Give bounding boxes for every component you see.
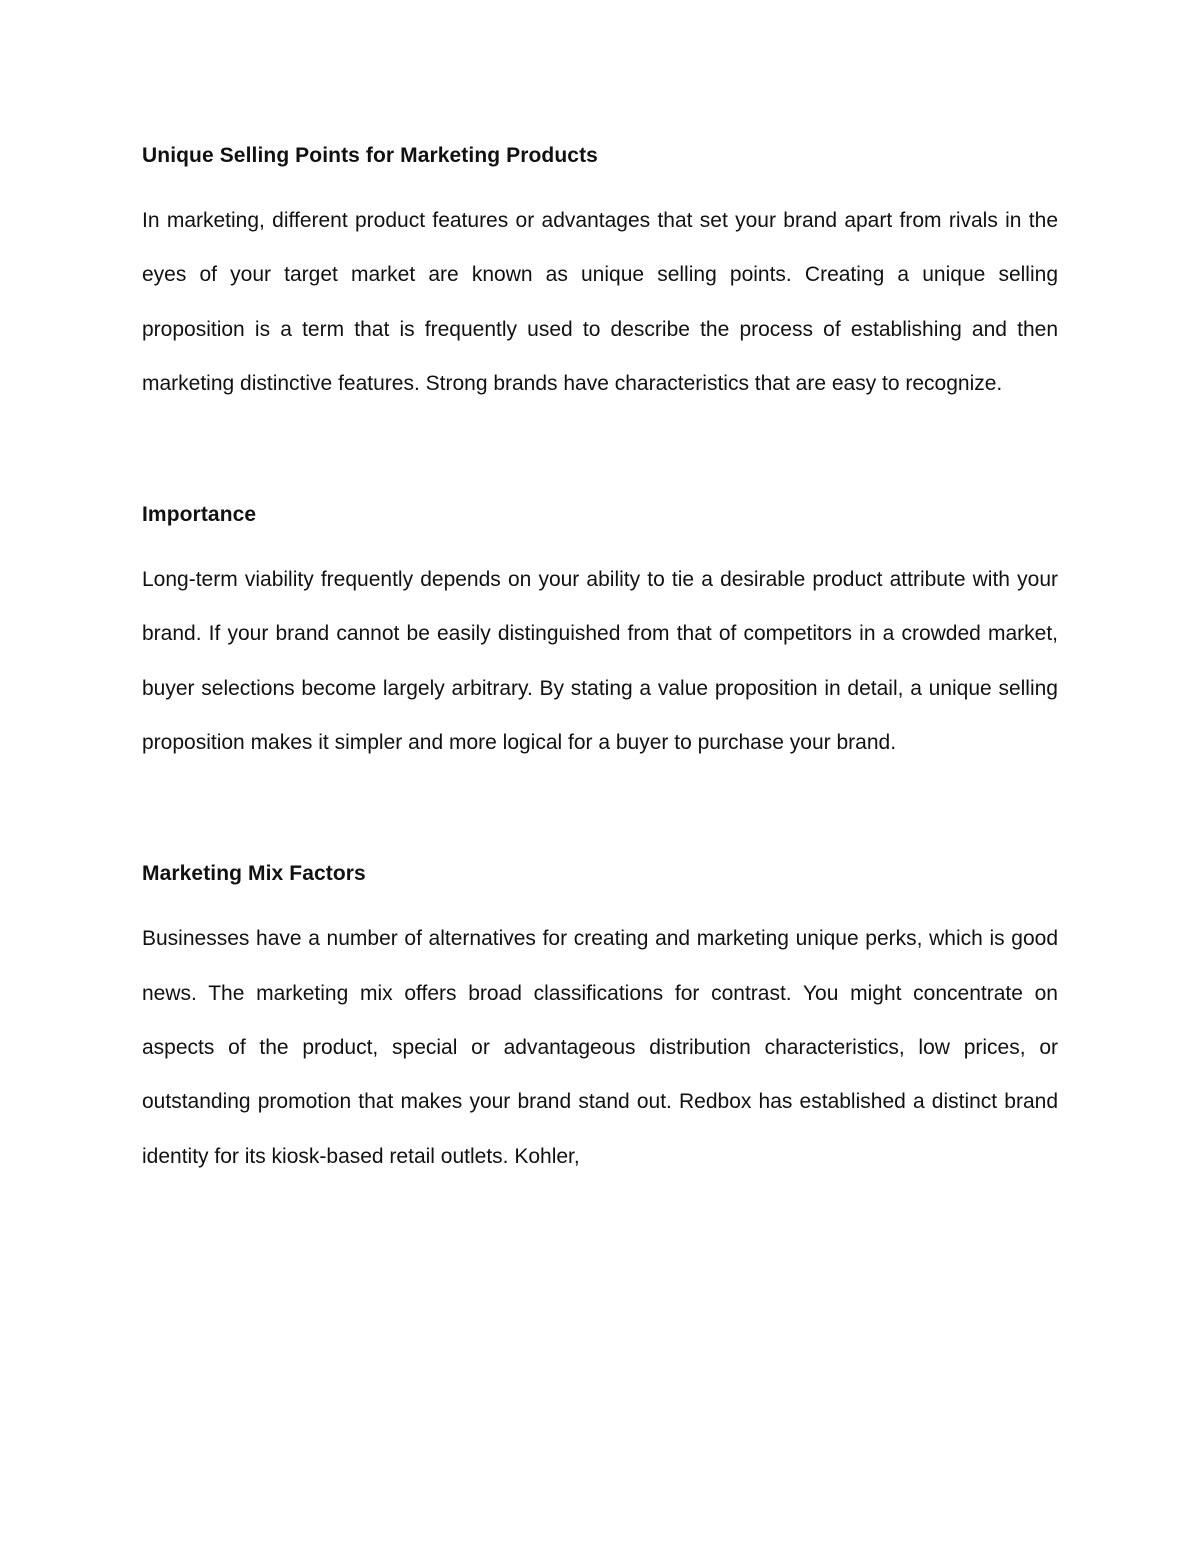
section-unique-selling-points bbox=[142, 140, 1058, 411]
section-heading: Unique Selling Points for Marketing Products bbox=[142, 144, 598, 167]
document-body bbox=[142, 140, 1058, 1184]
section-marketing-mix-factors bbox=[142, 858, 1058, 1183]
section-heading: Marketing Mix Factors bbox=[142, 862, 366, 886]
section-importance bbox=[142, 499, 1058, 770]
section-paragraph: Long-term viability frequently depends on your ability to tie a desirable product attribute with your brand. If your brand cannot be easily distinguished from that of competitors in a crowded market, buyer selections become largely arbitrary. By stating a value proposition in detail, a unique selling proposition makes it simpler and more logical for a buyer to purchase your brand. bbox=[142, 568, 1058, 755]
section-heading: Importance bbox=[142, 503, 257, 527]
section-paragraph: In marketing, different product features or advantages that set your brand apart from rivals in the eyes of your target market are known as unique selling points. Creating a unique selling proposition is a term that is frequently used to describe the process of establishing and then marketing distinctive features. Strong brands have characteristics that are easy to recognize. bbox=[142, 209, 1058, 395]
section-paragraph: Businesses have a number of alternatives for creating and marketing unique perks, which is good news. The marketing mix offers broad classifications for contrast. You might concentrate on aspects of the product, special or advantageous distribution characteristics, low prices, or outstanding promotion that makes your brand stand out. Redbox has established a distinct brand identity for its kiosk-based retail outlets. Kohler, bbox=[142, 927, 1058, 1168]
